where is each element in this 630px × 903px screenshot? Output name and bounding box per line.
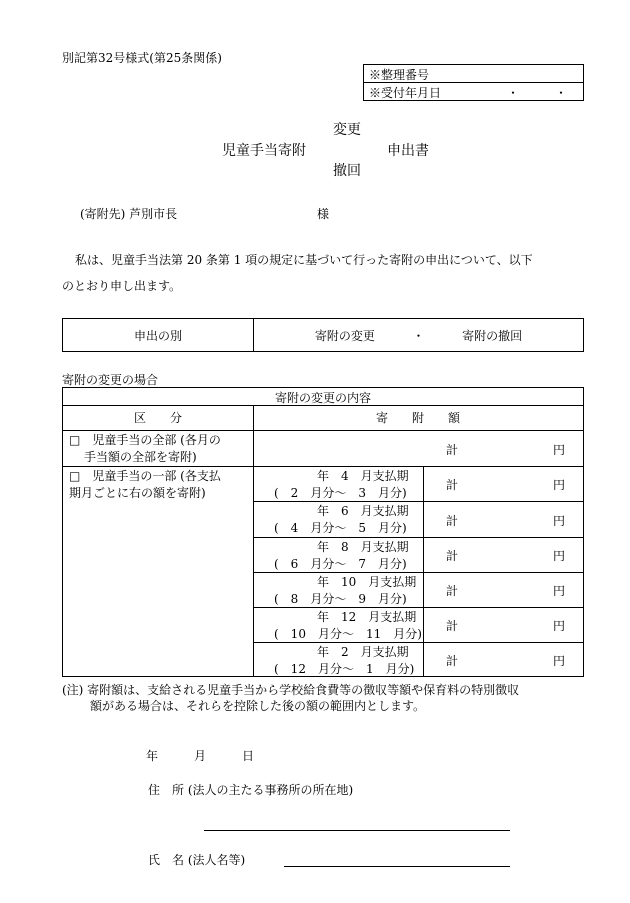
period-6-line-2: ( 12 月分～ 1 月分)	[274, 662, 415, 676]
period-1-line-1: 年 4 月支払期	[317, 469, 409, 483]
change-table	[62, 387, 584, 677]
period-5-line-1: 年 12 月支払期	[317, 610, 417, 624]
option-separator: ・	[412, 328, 425, 343]
period-1-yen: 円	[553, 478, 566, 492]
period-3-yen: 円	[553, 549, 566, 563]
period-1-kei: 計	[446, 478, 459, 492]
col-amount: 寄 附 額	[375, 411, 460, 425]
address-label: 住 所 (法人の主たる事務所の所在地)	[148, 783, 354, 797]
uketsuke-date-dots: ・ ・	[507, 86, 568, 100]
all-option-line-2: 手当額の全部を寄附)	[84, 450, 197, 464]
type-table	[62, 318, 584, 352]
period-2-kei: 計	[446, 514, 459, 528]
period-5-kei: 計	[446, 619, 459, 633]
period-2-line-2: ( 4 月分～ 5 月分)	[274, 521, 407, 535]
title-form: 申出書	[387, 143, 429, 159]
period-2-line-1: 年 6 月支払期	[317, 504, 409, 518]
body-line-2: のとおり申し出ます。	[62, 279, 182, 293]
period-3-line-1: 年 8 月支払期	[317, 540, 409, 554]
title-main: 児童手当寄附	[222, 143, 306, 159]
addressee-honorific: 様	[317, 207, 330, 221]
option-change[interactable]: 寄附の変更	[314, 328, 375, 343]
col-kubun: 区 分	[133, 411, 182, 425]
period-3-line-2: ( 6 月分～ 7 月分)	[274, 557, 407, 571]
period-2-yen: 円	[553, 514, 566, 528]
body-line-1: 私は、児童手当法第 20 条第 1 項の規定に基づいて行った寄附の申出について、以下	[75, 253, 533, 267]
period-4-yen: 円	[553, 584, 566, 598]
period-1-line-2: ( 2 月分～ 3 月分)	[274, 486, 407, 500]
option-withdraw[interactable]: 寄附の撤回	[462, 328, 523, 343]
type-label: 申出の別	[63, 319, 254, 352]
period-6-line-1: 年 2 月支払期	[317, 645, 409, 659]
address-underline	[204, 830, 510, 831]
uketsuke-date-label: ※受付年月日	[369, 86, 442, 100]
part-option-line-2: 期月ごとに右の額を寄附)	[69, 486, 206, 500]
addressee: (寄附先) 芦別市長	[80, 207, 178, 221]
note-line-2: 額がある場合は、それらを控除した後の額の範囲内とします。	[90, 699, 426, 713]
all-yen: 円	[553, 443, 566, 457]
period-5-line-2: ( 10 月分～ 11 月分)	[274, 627, 422, 641]
name-underline	[284, 866, 510, 867]
signature-date: 年 月 日	[146, 749, 255, 763]
period-3-kei: 計	[446, 549, 459, 563]
period-6-kei: 計	[446, 654, 459, 668]
all-kei: 計	[446, 443, 459, 457]
period-5-yen: 円	[553, 619, 566, 633]
office-use-box	[363, 64, 584, 101]
period-4-line-1: 年 10 月支払期	[317, 575, 417, 589]
note-line-1: (注) 寄附額は、支給される児童手当から学校給食費等の徴収等額や保育料の特別徴収	[62, 683, 520, 697]
title-change: 変更	[333, 122, 361, 138]
period-4-kei: 計	[446, 584, 459, 598]
name-label: 氏 名 (法人名等)	[148, 853, 246, 867]
change-caption: 寄附の変更の場合	[62, 373, 159, 387]
form-id: 別記第32号様式(第25条関係)	[62, 51, 222, 65]
change-table-title: 寄附の変更の内容	[274, 391, 371, 405]
period-6-yen: 円	[553, 654, 566, 668]
part-option-line-1[interactable]: □ 児童手当の一部 (各支払	[69, 469, 221, 483]
title-withdraw: 撤回	[333, 163, 361, 179]
period-4-line-2: ( 8 月分～ 9 月分)	[274, 592, 407, 606]
type-options	[254, 319, 584, 352]
seiri-number-label: ※整理番号	[369, 68, 430, 82]
all-option-line-1[interactable]: □ 児童手当の全部 (各月の	[69, 433, 221, 447]
